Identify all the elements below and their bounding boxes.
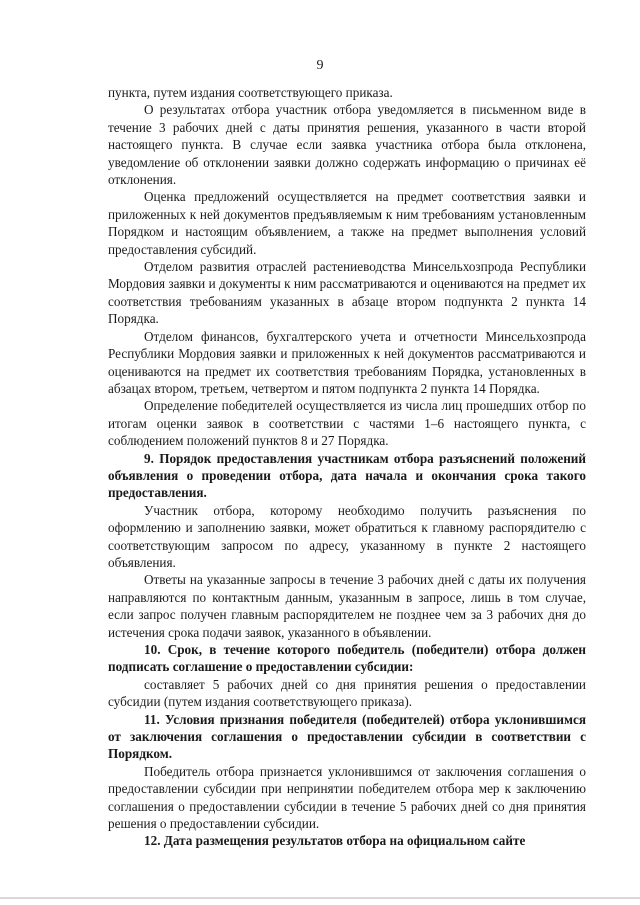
body-paragraph: составляет 5 рабочих дней со дня принятия решения о предоставлении субсидии (путем издания соответствующего приказа). [108,676,586,710]
page-number: 9 [316,58,324,73]
body-paragraph: Оценка предложений осуществляется на предмет соответствия заявки и приложенных к ней документов предъявляемым к ним требованиям установленным Порядком и настоящим объявлением, а также на предмет выполнения условий предоставления субсидий. [108,189,586,257]
body-paragraph: Отделом финансов, бухгалтерского учета и отчетности Минсельхозпрода Республики Мордовия заявки и приложенных к ней документов рассматриваются и оцениваются на предмет их соответствия требованиям Порядка, установленных в абзацах втором, третьем, четвертом и пятом подпункта 2 пункта 14 Порядка. [108,328,586,396]
body-paragraph: Участник отбора, которому необходимо получить разъяснения по оформлению и заполнению заявки, может обратиться к главному распорядителю с соответствующим запросом по адресу, указанному в пункте 2 настоящего объявления. [108,502,586,570]
section-heading: 12. Дата размещения результатов отбора на официальном сайте [144,833,526,849]
body-paragraph: Отделом развития отраслей растениеводства Минсельхозпрода Республики Мордовия заявки и документы к ним рассматриваются и оцениваются на предмет их соответствия требованиям указанных в абзаце втором подпункта 2 пункта 14 Порядка. [108,259,586,327]
section-heading: 9. Порядок предоставления участникам отбора разъяснений положений объявления о проведении отбора, дата начала и окончания срока такого предоставления. [108,450,586,501]
body-paragraph: пункта, путем издания соответствующего приказа. [108,85,393,100]
body-paragraph: Победитель отбора признается уклонившимся от заключения соглашения о предоставлении субсидии при непринятии победителем отбора мер к заключению соглашения о предоставлении субсидии в течение 5 рабочих дней со дня принятия решения о предоставлении субсидии. [108,763,586,832]
body-paragraph: О результатах отбора участник отбора уведомляется в письменном виде в течение 3 рабочих дней с даты принятия решения, указанного в части второй настоящего пункта. В случае если заявка участника отбора была отклонена, уведомление об отклонении заявки должно содержать информацию о причинах её отклонения. [108,102,586,188]
body-paragraph: Определение победителей осуществляется из числа лиц прошедших отбор по итогам оценки заявок в соответствии с частями 1–6 настоящего пункта, с соблюдением положений пунктов 8 и 27 Порядка. [108,398,586,449]
body-paragraph: Ответы на указанные запросы в течение 3 рабочих дней с даты их получения направляются по контактным данным, указанным в запросе, лишь в том случае, если запрос получен главным распорядителем не позднее чем за 3 рабочих дня до истечения срока подачи заявок, указанного в объявлении. [108,572,586,640]
section-heading: 10. Срок, в течение которого победитель (победители) отбора должен подписать соглашение о предоставлении субсидии: [108,642,586,675]
document-body [108,84,586,850]
scan-edge-line [0,897,640,899]
section-heading: 11. Условия признания победителя (победителей) отбора уклонившимся от заключения соглашения о предоставлении субсидии в соответствии с Порядком. [108,711,586,762]
